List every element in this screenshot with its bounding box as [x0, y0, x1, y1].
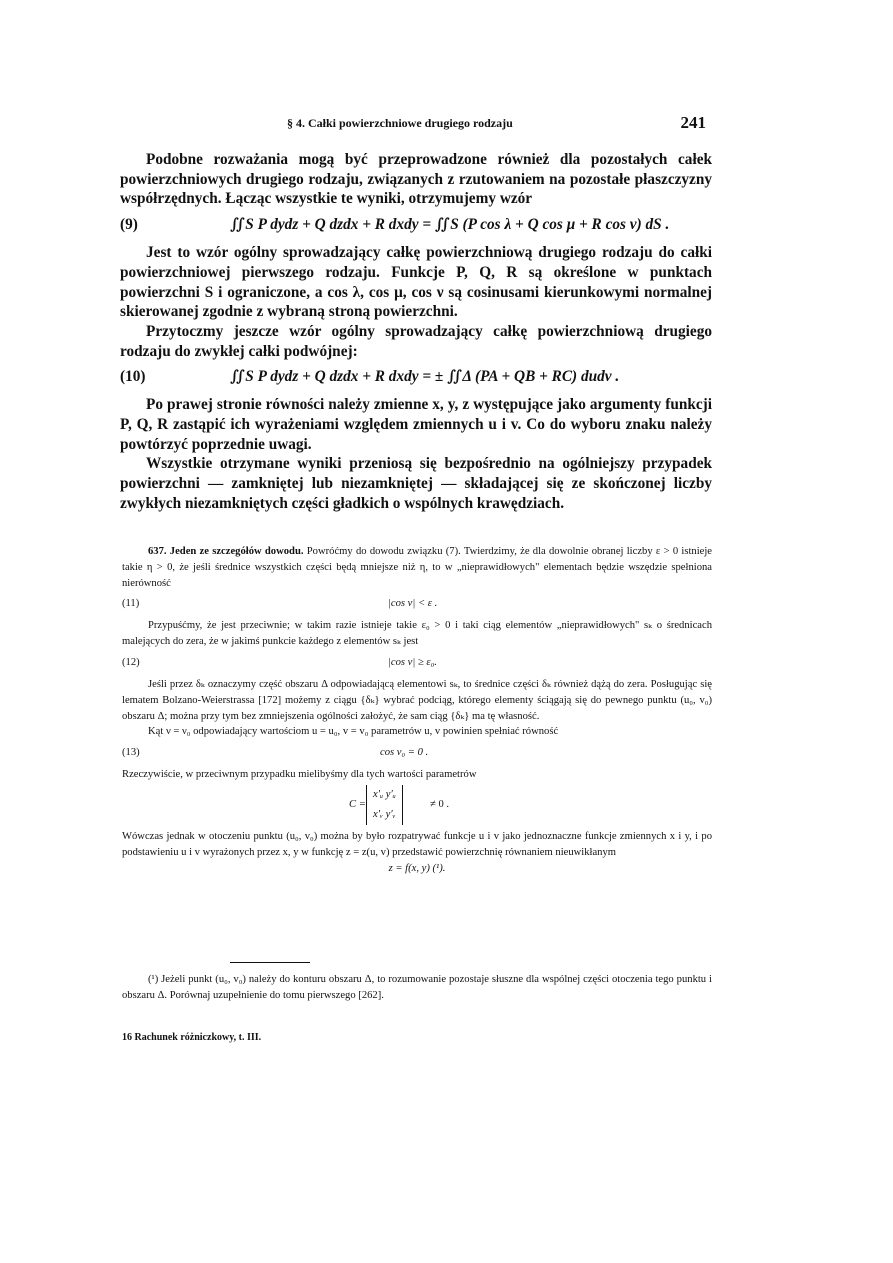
det-row: x′ᵥ y′ᵥ — [373, 808, 396, 820]
equation-9 — [120, 209, 712, 243]
equation-number: (11) — [122, 598, 140, 610]
equation-number: (9) — [120, 216, 138, 234]
det-relation: ≠ 0 . — [430, 798, 450, 810]
equation-13 — [122, 740, 712, 767]
section-heading: 637. Jeden ze szczegółów dowodu. — [148, 546, 304, 557]
paragraph: Przypuśćmy, że jest przeciwnie; w takim razie istnieje takie ε₀ > 0 i taki ciąg elementów „nieprawidłowych" sₖ o średnicach malejących do zera, że w jakimś punkcie każdego z elementów sₖ jest — [122, 620, 712, 648]
equation-body: ∬S P dydz + Q dzdx + R dxdy = ± ∬Δ (PA + QB + RC) dudv . — [230, 368, 620, 386]
paragraph: Wszystkie otrzymane wyniki przeniosą się bezpośrednio na ogólniejszy przypadek powierzchni — zamkniętej lub niezamkniętej — składającej się ze skończonej liczby zwykłych niezamkniętych części gładkich o wspólnych krawędziach. — [120, 455, 712, 512]
equation-number: (10) — [120, 368, 146, 386]
footnote — [122, 972, 712, 1004]
equation-number: (13) — [122, 747, 140, 759]
paragraph: Rzeczywiście, w przeciwnym przypadku mielibyśmy dla tych wartości parametrów — [122, 769, 477, 781]
determinant — [122, 783, 712, 829]
det-matrix — [366, 785, 403, 825]
equation-number: (12) — [122, 656, 140, 668]
main-text — [120, 150, 712, 514]
running-header — [120, 113, 712, 133]
section-637 — [122, 544, 712, 876]
equation-11 — [122, 591, 712, 618]
paragraph: Przytoczmy jeszcze wzór ogólny sprowadzający całkę powierzchniową drugiego rodzaju do zwykłej całki podwójnej: — [120, 322, 712, 360]
page-footer: 16 Rachunek różniczkowy, t. III. — [122, 1032, 262, 1043]
equation-body: cos ν₀ = 0 . — [380, 747, 429, 759]
paragraph: Jeśli przez δₖ oznaczymy część obszaru Δ odpowiadającą elementowi sₖ, to średnice części δₖ również dążą do zera. Posługując się lematem Bolzano-Weierstrassa [172] możemy z ciągu {δₖ} wybrać podciąg, którego elementy ściągają się do pewnego punktu (u₀, v₀) obszaru Δ; można przy tym bez zmniejszenia ogólności założyć, że sam ciąg {δₖ} ma tę własność. — [122, 678, 712, 722]
equation-z: z = f(x, y) (¹). — [388, 862, 446, 874]
paragraph: Po prawej stronie równości należy zmienne x, y, z występujące jako argumenty funkcji P, Q, R zastąpić ich wyrażeniami względem zmiennych u i v. Co do wyboru znaku należy powtórzyć poprzednie uwagi. — [120, 396, 712, 453]
header-title: § 4. Całki powierzchniowe drugiego rodzaju — [287, 116, 513, 130]
page-number: 241 — [680, 113, 706, 132]
equation-body: |cos ν| ≥ ε₀. — [388, 656, 437, 668]
equation-12 — [122, 650, 712, 677]
equation-body: |cos ν| < ε . — [388, 598, 438, 610]
paragraph-text: Powróćmy do dowodu związku (7). Twierdzimy, że dla dowolnie obranej liczby ε > 0 istnieje takie η > 0, że jeśli średnice wszystkich części będą mniejsze niż η, to w „nieprawidłowych" elementach będzie wszędzie spełniona nierówność — [122, 546, 713, 589]
paragraph: Kąt ν = ν₀ odpowiadający wartościom u = u₀, v = v₀ parametrów u, v powinien spełniać równość — [148, 726, 559, 738]
equation-body: ∬S P dydz + Q dzdx + R dxdy = ∬S (P cos λ + Q cos μ + R cos ν) dS . — [230, 216, 670, 234]
det-row: x′ᵤ y′ᵤ — [373, 788, 396, 800]
det-label: C = — [349, 798, 366, 810]
paragraph: Jest to wzór ogólny sprowadzający całkę powierzchniową drugiego rodzaju do całki powierzchniowej pierwszego rodzaju. Funkcje P, Q, R są określone w punktach powierzchni S i ograniczone, a cos λ, cos μ, cos ν są cosinusami kierunkowymi normalnej skierowanej zgodnie z wybraną stroną powierzchni. — [120, 244, 712, 321]
equation-10 — [120, 361, 712, 395]
footnote-text: (¹) Jeżeli punkt (u₀, v₀) należy do konturu obszaru Δ, to rozumowanie pozostaje słuszne dla wspólnej części otoczenia tego punktu i obszaru Δ. Porównaj uzupełnienie do tomu pierwszego [262]. — [122, 974, 712, 1001]
paragraph: Podobne rozważania mogą być przeprowadzone również dla pozostałych całek powierzchniowych drugiego rodzaju, związanych z rzutowaniem na pozostałe płaszczyzny współrzędnych. Łącząc wszystkie te wyniki, otrzymujemy wzór — [120, 151, 712, 208]
paragraph: Wówczas jednak w otoczeniu punktu (u₀, v₀) można by było rozpatrywać funkcje u i v jako jednoznaczne funkcje zmiennych x i y, i po podstawieniu u i v wyrażonych przez x, y w funkcję z = z(u, v) przedstawić powierzchnię równaniem nieuwikłanym — [122, 830, 712, 858]
footnote-rule — [230, 962, 310, 963]
paragraph — [122, 544, 712, 591]
